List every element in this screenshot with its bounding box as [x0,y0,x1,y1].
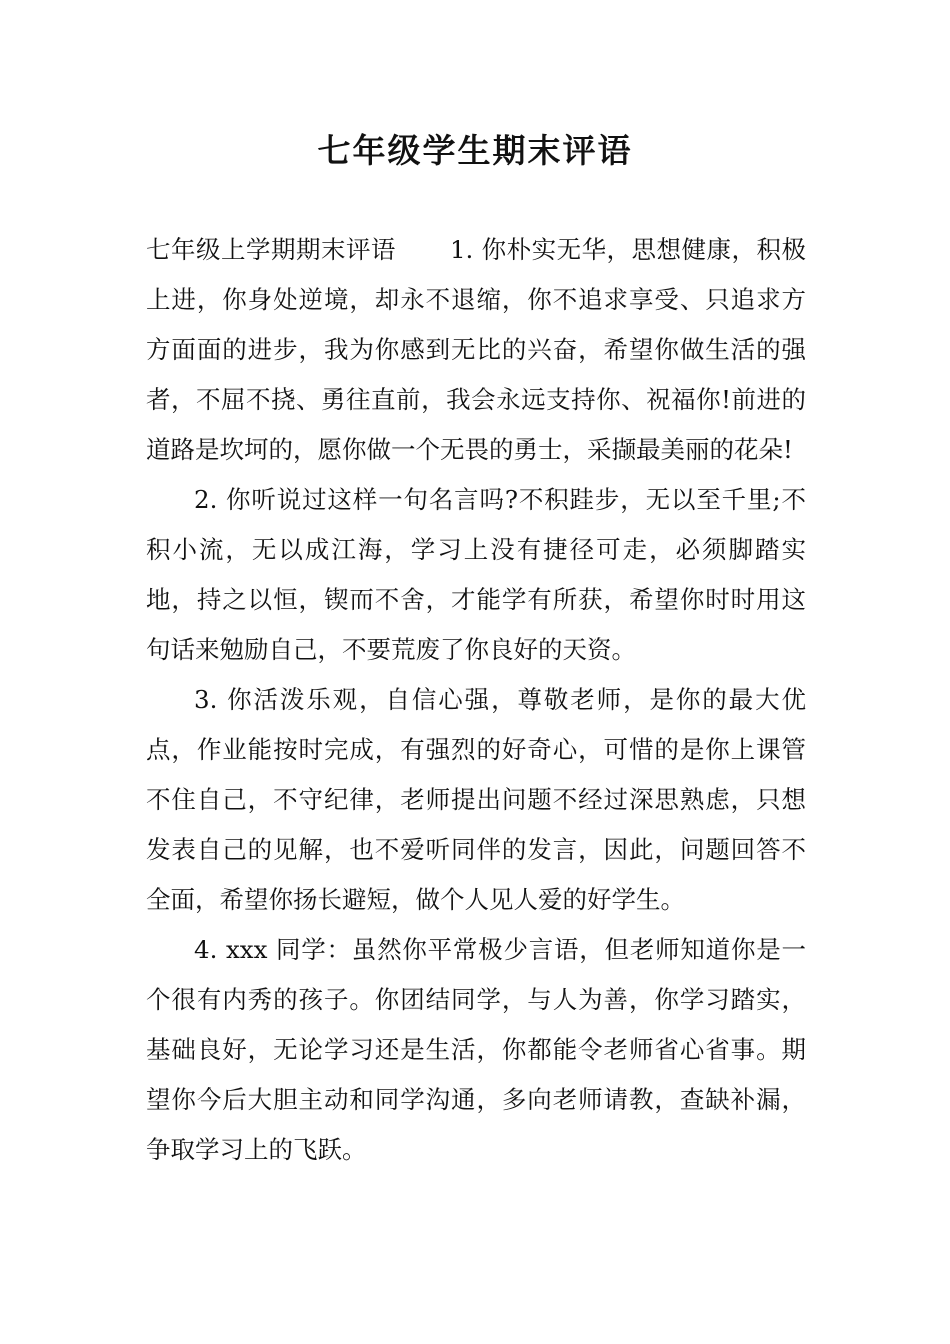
comment-1-text: 1. 你朴实无华，思想健康，积极上进，你身处逆境，却永不退缩，你不追求享受、只追求方方面面的进步，我为你感到无比的兴奋，希望你做生活的强者，不屈不挠、勇往直前，我会永远支持你、祝福你!前进的道路是坎坷的，愿你做一个无畏的勇士，采撷最美丽的花朵! [146,235,807,464]
paragraph-1 [146,225,806,475]
paragraph-3 [146,675,806,925]
comment-4-text: 4. xxx 同学：虽然你平常极少言语，但老师知道你是一个很有内秀的孩子。你团结同学，与人为善，你学习踏实，基础良好，无论学习还是生活，你都能令老师省心省事。期望你今后大胆主动和同学沟通，多向老师请教，查缺补漏，争取学习上的飞跃。 [146,935,806,1164]
section-heading: 七年级上学期期末评语 [146,235,396,264]
comment-2-text: 2. 你听说过这样一句名言吗?不积跬步，无以至千里;不积小流，无以成江海，学习上没有捷径可走，必须脚踏实地，持之以恒，锲而不舍，才能学有所获，希望你时时用这句话来勉励自己，不要荒废了你良好的天资。 [146,485,806,664]
paragraph-4 [146,925,806,1175]
document-body [146,225,806,1175]
comment-3-text: 3. 你活泼乐观，自信心强，尊敬老师，是你的最大优点，作业能按时完成，有强烈的好奇心，可惜的是你上课管不住自己，不守纪律，老师提出问题不经过深思熟虑，只想发表自己的见解，也不爱听同伴的发言，因此，问题回答不全面，希望你扬长避短，做个人见人爱的好学生。 [146,685,806,914]
document-title: 七年级学生期末评语 [317,131,633,170]
paragraph-2 [146,475,806,675]
